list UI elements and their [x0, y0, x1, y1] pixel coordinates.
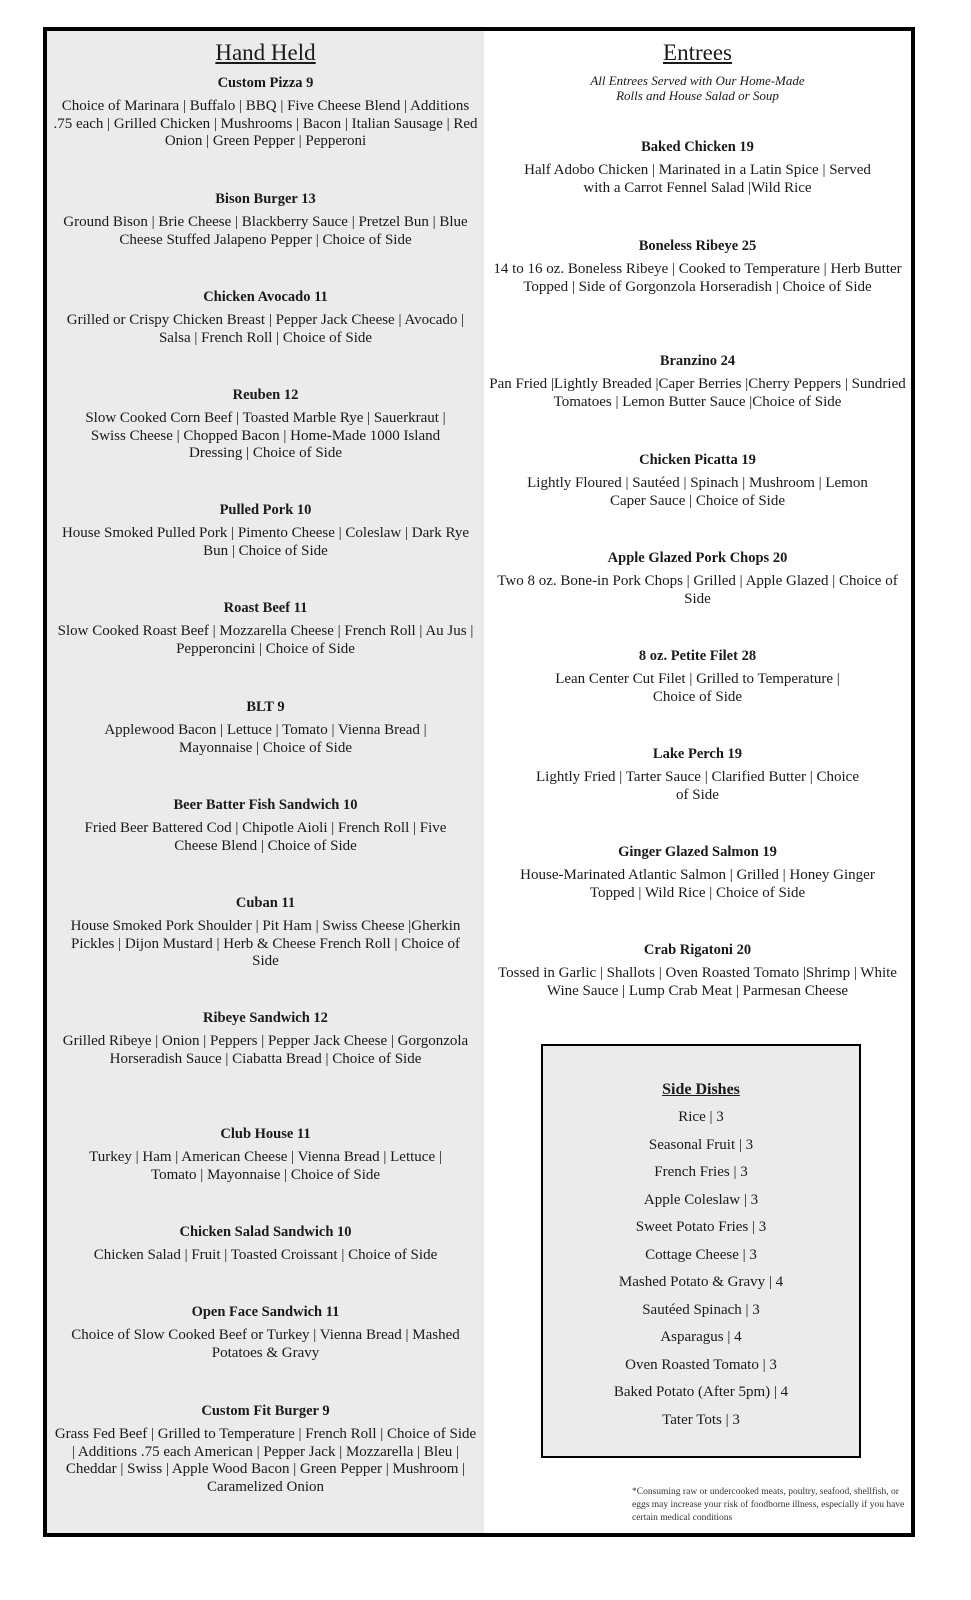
menu-item: [47, 1125, 484, 1184]
item-description: Fried Beer Battered Cod | Chipotle Aioli | French Roll | Five Cheese Blend | Choice of Side: [84, 820, 447, 854]
item-description: Choice of Marinara | Buffalo | BBQ | Five Cheese Blend | Additions .75 each | Grilled Chicken | Mushrooms | Bacon | Italian Sausage | Red Onion | Green Pepper | Pepperoni: [53, 98, 478, 149]
item-name: Crab Rigatoni 20: [643, 942, 752, 958]
item-name: Custom Fit Burger 9: [201, 1403, 330, 1419]
menu-item: [484, 451, 911, 510]
item-description: Two 8 oz. Bone-in Pork Chops | Grilled | Apple Glazed | Choice of Side: [497, 573, 898, 607]
item-description: House-Marinated Atlantic Salmon | Grilled | Honey Ginger Topped | Wild Rice | Choice of Side: [520, 867, 875, 901]
side-dishes-list: [543, 1104, 859, 1434]
side-dish-item: Sautéed Spinach | 3: [642, 1301, 760, 1318]
item-description: House Smoked Pork Shoulder | Pit Ham | Swiss Cheese |Gherkin Pickles | Dijon Mustard | Herb & Cheese French Roll | Choice of Side: [70, 918, 461, 969]
item-description: Tossed in Garlic | Shallots | Oven Roasted Tomato |Shrimp | White Wine Sauce | Lump Crab Meat | Parmesan Cheese: [498, 965, 897, 999]
item-name: Ginger Glazed Salmon 19: [618, 844, 777, 860]
hand-held-title: Hand Held: [215, 40, 316, 65]
item-description: Half Adobo Chicken | Marinated in a Latin Spice | Served with a Carrot Fennel Salad |Wild Rice: [524, 162, 871, 196]
menu-item: [484, 843, 911, 902]
item-description: Chicken Salad | Fruit | Toasted Croissant | Choice of Side: [93, 1247, 438, 1263]
menu-item: [47, 599, 484, 658]
item-name: Baked Chicken 19: [641, 139, 754, 155]
entrees-column: [484, 31, 911, 1533]
item-name: Custom Pizza 9: [217, 75, 314, 91]
menu-item: [484, 138, 911, 197]
item-description: Slow Cooked Roast Beef | Mozzarella Cheese | French Roll | Au Jus | Pepperoncini | Choice of Side: [57, 623, 474, 657]
item-description: Grass Fed Beef | Grilled to Temperature | French Roll | Choice of Side | Additions .75 each American | Pepper Jack | Mozzarella | Bleu | Cheddar | Swiss | Apple Wood Bacon | Green Pepper | Mushroom | Caramelized Onion: [54, 1426, 477, 1495]
item-name: Chicken Avocado 11: [203, 289, 328, 305]
menu-item: [47, 1223, 484, 1265]
item-name: Ribeye Sandwich 12: [203, 1010, 328, 1026]
item-description: Grilled Ribeye | Onion | Peppers | Pepper Jack Cheese | Gorgonzola Horseradish Sauce | Ciabatta Bread | Choice of Side: [62, 1033, 469, 1067]
menu-item: [47, 501, 484, 560]
item-description: Lightly Fried | Tarter Sauce | Clarified Butter | Choice of Side: [535, 769, 859, 803]
menu-item: [484, 549, 911, 608]
entrees-title: Entrees: [663, 40, 732, 65]
item-description: Applewood Bacon | Lettuce | Tomato | Vienna Bread | Mayonnaise | Choice of Side: [104, 722, 427, 756]
item-name: BLT 9: [246, 699, 285, 715]
side-dish-item: Oven Roasted Tomato | 3: [625, 1356, 777, 1373]
item-name: Apple Glazed Pork Chops 20: [607, 550, 788, 566]
entrees-subtitle: [484, 73, 911, 103]
item-name: Open Face Sandwich 11: [191, 1304, 340, 1320]
item-name: Reuben 12: [232, 387, 299, 403]
item-description: Grilled or Crispy Chicken Breast | Pepper Jack Cheese | Avocado | Salsa | French Roll | Choice of Side: [66, 312, 465, 346]
entrees-subtitle-line2: Rolls and House Salad or Soup: [616, 88, 779, 103]
side-dish-item: French Fries | 3: [654, 1164, 748, 1180]
menu-item: [47, 386, 484, 463]
menu-item: [484, 237, 911, 296]
menu-item: [47, 1402, 484, 1496]
item-description: House Smoked Pulled Pork | Pimento Cheese | Coleslaw | Dark Rye Bun | Choice of Side: [61, 525, 470, 559]
item-description: Slow Cooked Corn Beef | Toasted Marble Rye | Sauerkraut | Swiss Cheese | Chopped Bacon | Home-Made 1000 Island Dressing | Choice of Side: [85, 410, 446, 461]
side-dish-item: Mashed Potato & Gravy | 4: [618, 1274, 784, 1290]
menu-item: [484, 941, 911, 1000]
menu-item: [47, 190, 484, 249]
item-description: 14 to 16 oz. Boneless Ribeye | Cooked to Temperature | Herb Butter Topped | Side of Gorgonzola Horseradish | Choice of Side: [493, 261, 902, 295]
side-dish-item: Apple Coleslaw | 3: [643, 1191, 759, 1208]
menu-item: [484, 647, 911, 706]
menu-item: [47, 74, 484, 151]
menu-item: [484, 745, 911, 804]
menu-item: [47, 698, 484, 757]
menu-item: [47, 796, 484, 855]
item-name: 8 oz. Petite Filet 28: [638, 648, 757, 664]
side-dish-item: Tater Tots | 3: [662, 1411, 740, 1428]
item-description: Ground Bison | Brie Cheese | Blackberry Sauce | Pretzel Bun | Blue Cheese Stuffed Jalapeno Pepper | Choice of Side: [63, 214, 468, 248]
item-name: Bison Burger 13: [215, 191, 316, 207]
item-description: Turkey | Ham | American Cheese | Vienna Bread | Lettuce | Tomato | Mayonnaise | Choice of Side: [89, 1149, 442, 1183]
menu-item: [47, 894, 484, 971]
item-name: Club House 11: [220, 1126, 311, 1142]
item-name: Lake Perch 19: [652, 746, 743, 762]
item-description: Pan Fried |Lightly Breaded |Caper Berries |Cherry Peppers | Sundried Tomatoes | Lemon Butter Sauce |Choice of Side: [489, 376, 906, 410]
side-dish-item: Sweet Potato Fries | 3: [635, 1219, 767, 1235]
menu-item: [47, 288, 484, 347]
side-dish-item: Asparagus | 4: [660, 1329, 742, 1345]
item-description: Lightly Floured | Sautéed | Spinach | Mushroom | Lemon Caper Sauce | Choice of Side: [527, 475, 868, 509]
item-name: Boneless Ribeye 25: [638, 238, 757, 254]
item-name: Cuban 11: [235, 895, 296, 911]
menu-item: [484, 352, 911, 411]
item-description: Lean Center Cut Filet | Grilled to Temperature | Choice of Side: [555, 671, 840, 705]
menu-frame: [43, 27, 915, 1537]
side-dish-item: Seasonal Fruit | 3: [648, 1136, 754, 1153]
side-dishes-box: [541, 1044, 861, 1458]
side-dish-item: Rice | 3: [678, 1109, 724, 1125]
side-dish-item: Cottage Cheese | 3: [645, 1246, 757, 1263]
item-name: Pulled Pork 10: [219, 502, 312, 518]
side-dish-item: Baked Potato (After 5pm) | 4: [613, 1384, 789, 1400]
item-name: Branzino 24: [659, 353, 736, 369]
item-name: Chicken Picatta 19: [639, 452, 756, 468]
side-dishes-title: Side Dishes: [662, 1081, 740, 1098]
item-name: Chicken Salad Sandwich 10: [179, 1224, 352, 1240]
item-name: Beer Batter Fish Sandwich 10: [173, 797, 358, 813]
food-safety-disclaimer: *Consuming raw or undercooked meats, poultry, seafood, shellfish, or eggs may increase your risk of foodborne illness, especially if you have certain medical conditions: [632, 1487, 905, 1523]
hand-held-column: [47, 31, 484, 1533]
menu-item: [47, 1009, 484, 1068]
item-description: Choice of Slow Cooked Beef or Turkey | Vienna Bread | Mashed Potatoes & Gravy: [71, 1327, 460, 1361]
entrees-subtitle-line1: All Entrees Served with Our Home-Made: [590, 73, 805, 88]
menu-item: [47, 1303, 484, 1362]
item-name: Roast Beef 11: [223, 600, 308, 616]
